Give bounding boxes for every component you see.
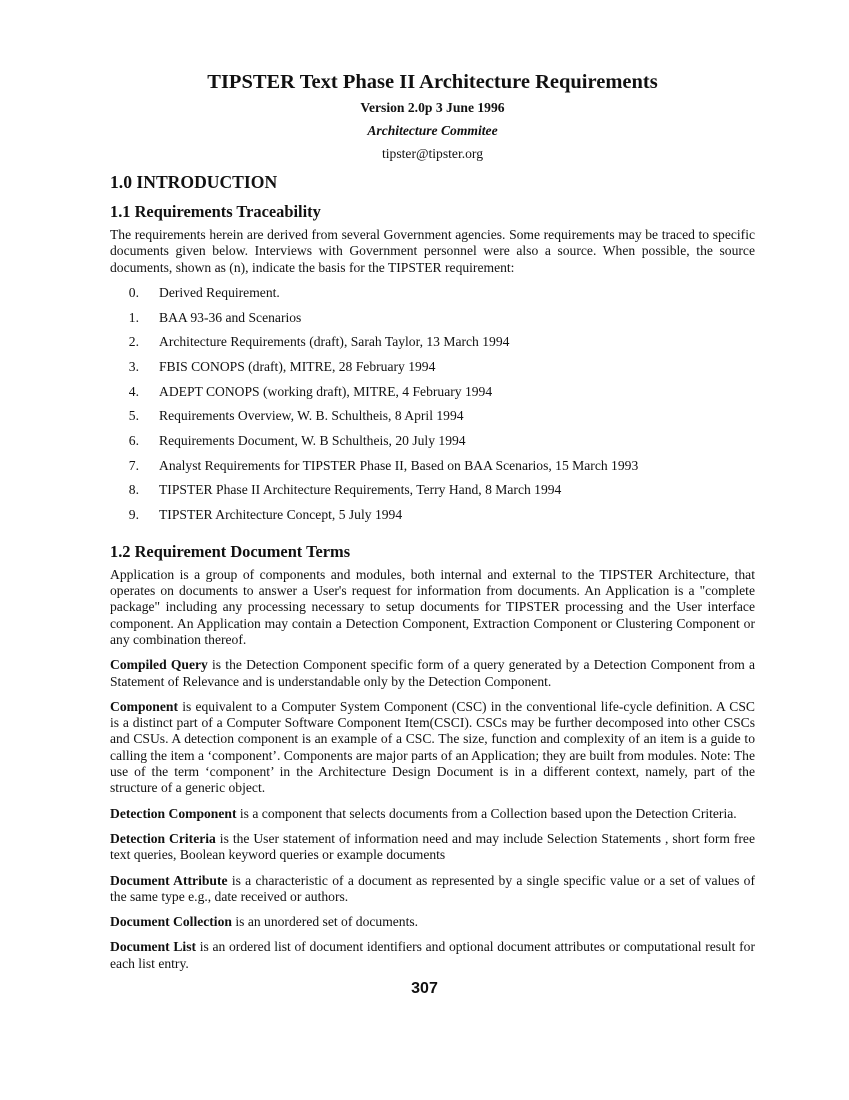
list-text: TIPSTER Phase II Architecture Requirements, Terry Hand, 8 March 1994 [159, 482, 562, 498]
list-number: 9. [128, 507, 139, 523]
definition-text: is a component that selects documents from a Collection based upon the Detection Criteria. [236, 805, 737, 821]
list-text: Analyst Requirements for TIPSTER Phase II, Based on BAA Scenarios, 15 March 1993 [159, 457, 639, 473]
definition-text: is equivalent to a Computer System Component (CSC) in the conventional life-cycle definition. A CSC is a distinct part of a Computer Software Component Item(CSCI). CSCs may be further decomposed into other CSCs and CSUs. A detection component is an example of a CSC. The size, function and complexity of an item is a guide to calling the item a ‘component’. Components are major parts of an Application; they are built from modules. Note: The use of the term ‘component’ in the Architecture Design Document is in a different context, namely, part of the structure of a generic object. [110, 698, 755, 796]
list-number: 2. [128, 334, 139, 350]
definition-document-attribute [110, 873, 755, 906]
committee-line: Architecture Commitee [367, 123, 498, 138]
list-number: 0. [128, 284, 139, 300]
list-item [110, 334, 755, 359]
definition-detection-criteria [110, 831, 755, 864]
definition-compiled-query [110, 657, 755, 690]
traceability-paragraph: The requirements herein are derived from several Government agencies. Some requirements may be traced to specific documents given below. Interviews with Government personnel were also a source. When possible, the source documents, shown as (n), indicate the basis for the TIPSTER requirement: [110, 227, 755, 275]
version-line: Version 2.0p 3 June 1996 [360, 100, 505, 115]
list-item [110, 458, 755, 483]
list-item [110, 507, 755, 532]
source-list [110, 285, 755, 532]
page-number: 307 [411, 980, 438, 997]
list-item [110, 359, 755, 384]
definition-term: Compiled Query [110, 657, 208, 673]
list-text: FBIS CONOPS (draft), MITRE, 28 February 1994 [159, 358, 436, 374]
list-item [110, 433, 755, 458]
list-text: Requirements Document, W. B Schultheis, 20 July 1994 [159, 433, 466, 449]
definition-term: Document Attribute [110, 872, 228, 888]
definition-text: is an unordered set of documents. [231, 914, 419, 930]
list-item [110, 408, 755, 433]
definition-term: Document Collection [110, 914, 232, 930]
intro-heading: 1.0 INTRODUCTION [110, 172, 278, 192]
definition-detection-component [110, 806, 755, 822]
definition-term: Detection Criteria [110, 830, 216, 846]
definition-term: Document List [110, 939, 197, 955]
definition-text: is an ordered list of document identifiers and optional document attributes or computational result for each list entry. [110, 939, 755, 971]
list-text: ADEPT CONOPS (working draft), MITRE, 4 February 1994 [159, 383, 493, 399]
definition-component [110, 699, 755, 797]
list-text: Derived Requirement. [159, 284, 280, 300]
list-text: Architecture Requirements (draft), Sarah Taylor, 13 March 1994 [159, 334, 510, 350]
list-text: TIPSTER Architecture Concept, 5 July 1994 [159, 507, 403, 523]
list-item [110, 310, 755, 335]
definition-text: is the User statement of information need and may include Selection Statements , short form free text queries, Boolean keyword queries or example documents [110, 830, 755, 863]
list-item [110, 482, 755, 507]
list-item [110, 285, 755, 310]
definition-document-list [110, 939, 755, 972]
document-title: TIPSTER Text Phase II Architecture Requirements [207, 71, 658, 93]
list-number: 6. [128, 433, 139, 449]
email-line: tipster@tipster.org [382, 146, 483, 161]
list-number: 8. [128, 482, 139, 498]
list-number: 1. [128, 309, 139, 325]
list-number: 5. [128, 408, 139, 424]
list-number: 7. [128, 457, 139, 473]
definition-term: Detection Component [110, 805, 237, 821]
definition-text: is the Detection Component specific form of a query generated by a Detection Component from a Statement of Relevance and is understandable only by the Detection Component. [110, 657, 755, 689]
definition-term: Component [110, 698, 178, 714]
list-text: BAA 93-36 and Scenarios [159, 309, 302, 325]
list-text: Requirements Overview, W. B. Schultheis, 8 April 1994 [159, 408, 464, 424]
application-paragraph: Application is a group of components and modules, both internal and external to the TIPSTER Architecture, that operates on documents to answer a User's request for information from documents. An Application is a "complete package" including any processing necessary to setup documents for TIPSTER processing and the User interface component. An Application may contain a Detection Component, Extraction Component or Clustering Component or any combination thereof. [110, 566, 755, 647]
list-number: 3. [128, 358, 139, 374]
traceability-heading: 1.1 Requirements Traceability [110, 202, 321, 221]
terms-heading: 1.2 Requirement Document Terms [110, 541, 351, 561]
list-item [110, 384, 755, 409]
list-number: 4. [128, 383, 139, 399]
definition-document-collection [110, 914, 755, 930]
definition-text: is a characteristic of a document as represented by a single specific value or a set of values of the same type e.g., date received or authors. [110, 872, 755, 904]
